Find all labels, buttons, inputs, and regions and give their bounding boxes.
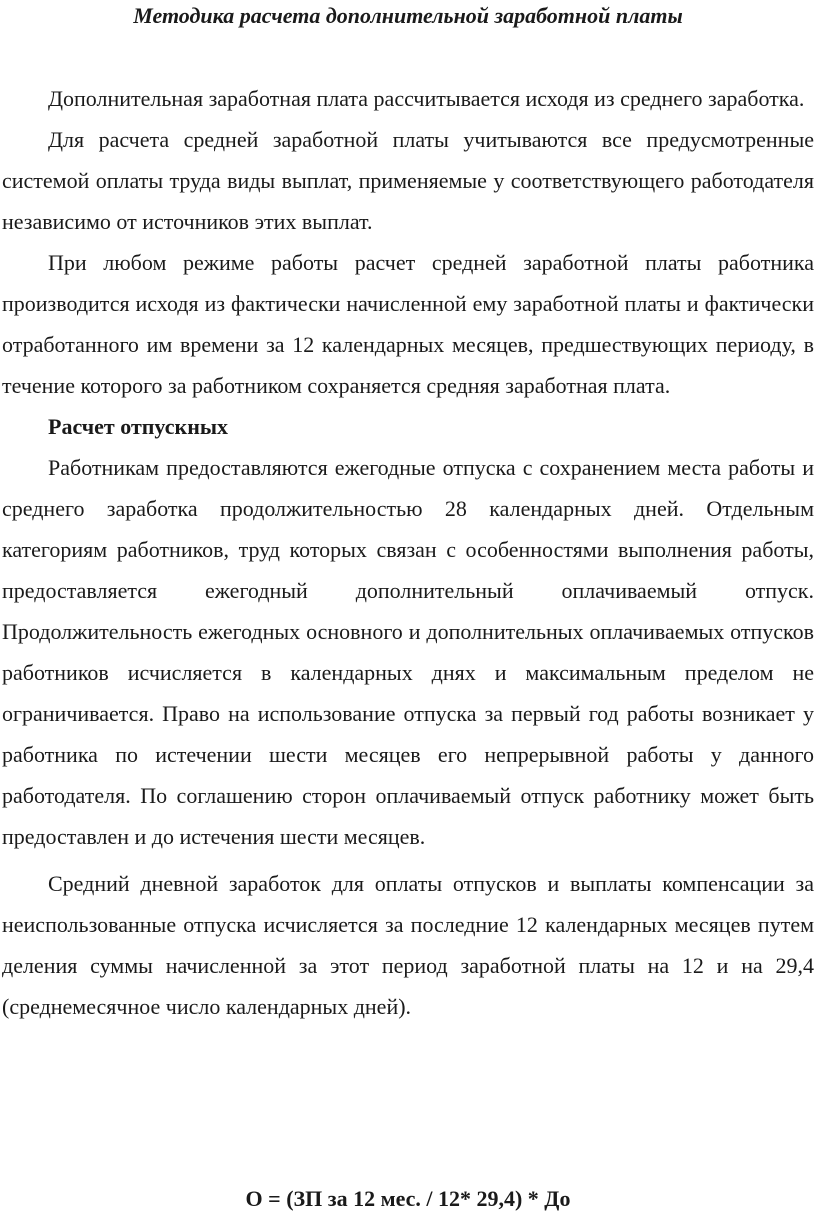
paragraph-average-salary: Для расчета средней заработной платы учитываются все предусмотренные системой оплаты труда виды выплат, применяемые у соответствующего работодателя независимо от источников этих выплат. [2,127,814,234]
paragraph-work-mode: При любом режиме работы расчет средней заработной платы работника производится исходя из фактически начисленной ему заработной платы и фактически отработанного им времени за 12 календарных месяцев, предшествующих периоду, в течение которого за работником сохраняется средняя заработная плата. [2,250,814,398]
paragraph-daily-earnings: Средний дневной заработок для оплаты отпусков и выплаты компенсации за неиспользованные отпуска исчисляется за последние 12 календарных месяцев путем деления суммы начисленной за этот период заработной платы на 12 и на 29,4 (среднемесячное число календарных дней). [2,871,814,1019]
document-title: Методика расчета дополнительной заработной платы [133,3,683,28]
vacation-pay-formula: О = (ЗП за 12 мес. / 12* 29,4) * До [245,1186,571,1211]
paragraph-intro: Дополнительная заработная плата рассчитывается исходя из среднего заработка. [48,86,805,111]
paragraph-vacation-rules: Работникам предоставляются ежегодные отпуска с сохранением места работы и среднего заработка продолжительностью 28 календарных дней. Отдельным категориям работников, труд которых связан с особенностями выполнения работы, предоставляется ежегодный дополнительный оплачиваемый отпуск. Продолжительность ежегодных основного и дополнительных оплачиваемых отпусков работников исчисляется в календарных днях и максимальным пределом не ограничивается. Право на использование отпуска за первый год работы возникает у работника по истечении шести месяцев его непрерывной работы у данного работодателя. По соглашению сторон оплачиваемый отпуск работнику может быть предоставлен и до истечения шести месяцев. [2,455,814,849]
section-heading: Расчет отпускных [48,414,229,439]
document-body [2,78,814,1027]
